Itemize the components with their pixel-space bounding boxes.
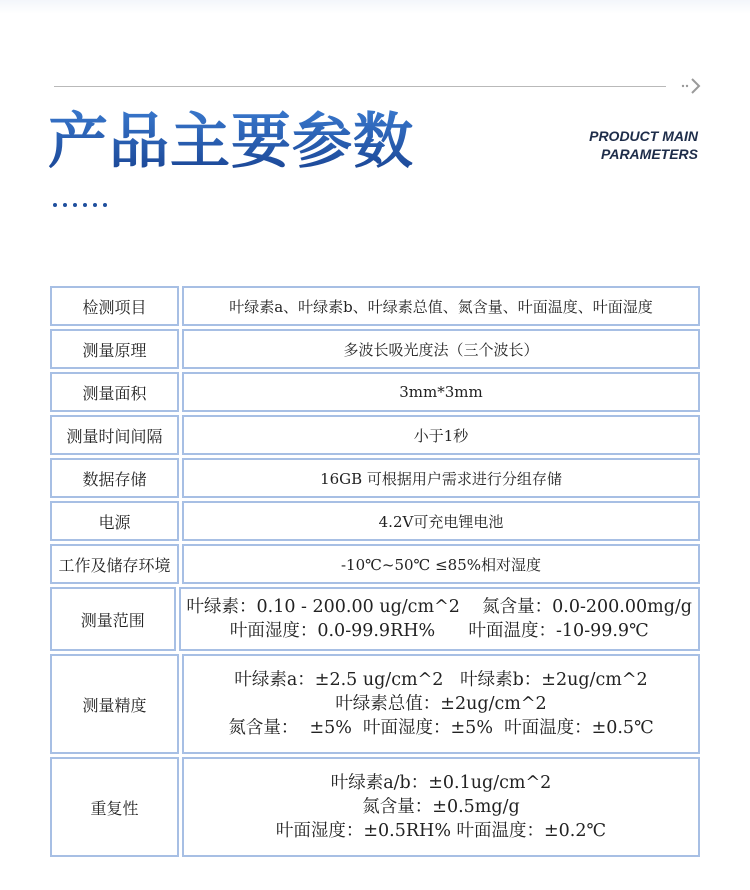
double-chevron-right-icon: [680, 75, 704, 97]
param-value-line: 氮含量： ±5% 叶面湿度：±5% 叶面温度：±0.5℃: [228, 718, 654, 738]
param-label: 检测项目: [50, 286, 179, 326]
param-value: [182, 286, 700, 326]
param-value-line: 16GB 可根据用户需求进行分组存储: [320, 469, 562, 488]
table-row: [50, 587, 700, 651]
header-divider: [54, 86, 666, 87]
param-label: 测量精度: [50, 654, 179, 754]
title-en-line-2: PARAMETERS: [601, 146, 698, 162]
page-title: 产品主要参数: [48, 104, 414, 180]
title-en-line-1: PRODUCT MAIN: [589, 128, 698, 144]
param-value-line: 氮含量：±0.5mg/g: [362, 797, 520, 817]
table-row: [50, 757, 700, 857]
param-value-line: 叶面湿度：±0.5RH% 叶面温度：±0.2℃: [275, 821, 607, 841]
param-value-line: 叶绿素a：±2.5 ug/cm^2 叶绿素b：±2ug/cm^2: [234, 670, 648, 690]
param-value: [182, 329, 700, 369]
param-label: 电源: [50, 501, 179, 541]
param-label: 测量时间间隔: [50, 415, 179, 455]
param-value: [182, 654, 700, 754]
parameters-table: [50, 286, 700, 860]
param-value-line: 4.2V可充电锂电池: [378, 512, 504, 531]
param-value: [182, 372, 700, 412]
dot-icon: [63, 203, 67, 207]
param-value: [182, 757, 700, 857]
param-value: [179, 587, 700, 651]
param-label: 测量范围: [50, 587, 176, 651]
table-row: [50, 544, 700, 584]
param-value-line: 3mm*3mm: [399, 383, 483, 401]
param-label: 测量原理: [50, 329, 179, 369]
param-label: 数据存储: [50, 458, 179, 498]
dot-icon: [73, 203, 77, 207]
param-value-line: 叶绿素a/b：±0.1ug/cm^2: [330, 773, 552, 793]
param-value-line: 叶绿素a、叶绿素b、叶绿素总值、氮含量、叶面温度、叶面湿度: [229, 297, 653, 316]
table-row: [50, 654, 700, 754]
param-label: 测量面积: [50, 372, 179, 412]
dot-icon: [53, 203, 57, 207]
param-value: [182, 544, 700, 584]
table-row: [50, 415, 700, 455]
dot-icon: [103, 203, 107, 207]
page-title-english: [589, 127, 698, 163]
param-value-line: 小于1秒: [413, 426, 469, 445]
param-value-line: 叶面湿度：0.0-99.9RH% 叶面温度：-10-99.9℃: [229, 621, 649, 641]
param-label: 工作及储存环境: [50, 544, 179, 584]
param-value: [182, 458, 700, 498]
top-fade: [0, 0, 750, 14]
decorative-dots: [53, 203, 107, 207]
dot-icon: [83, 203, 87, 207]
param-value: [182, 501, 700, 541]
table-row: [50, 458, 700, 498]
param-value-line: 多波长吸光度法（三个波长）: [343, 340, 539, 359]
param-value-line: 叶绿素总值：±2ug/cm^2: [335, 694, 547, 714]
table-row: [50, 286, 700, 326]
table-row: [50, 372, 700, 412]
param-value-line: -10℃~50℃ ≤85%相对湿度: [340, 555, 542, 574]
dot-icon: [93, 203, 97, 207]
param-value: [182, 415, 700, 455]
table-row: [50, 329, 700, 369]
param-value-line: 叶绿素：0.10 - 200.00 ug/cm^2 氮含量：0.0-200.00mg/g: [186, 597, 692, 617]
param-label: 重复性: [50, 757, 179, 857]
table-row: [50, 501, 700, 541]
